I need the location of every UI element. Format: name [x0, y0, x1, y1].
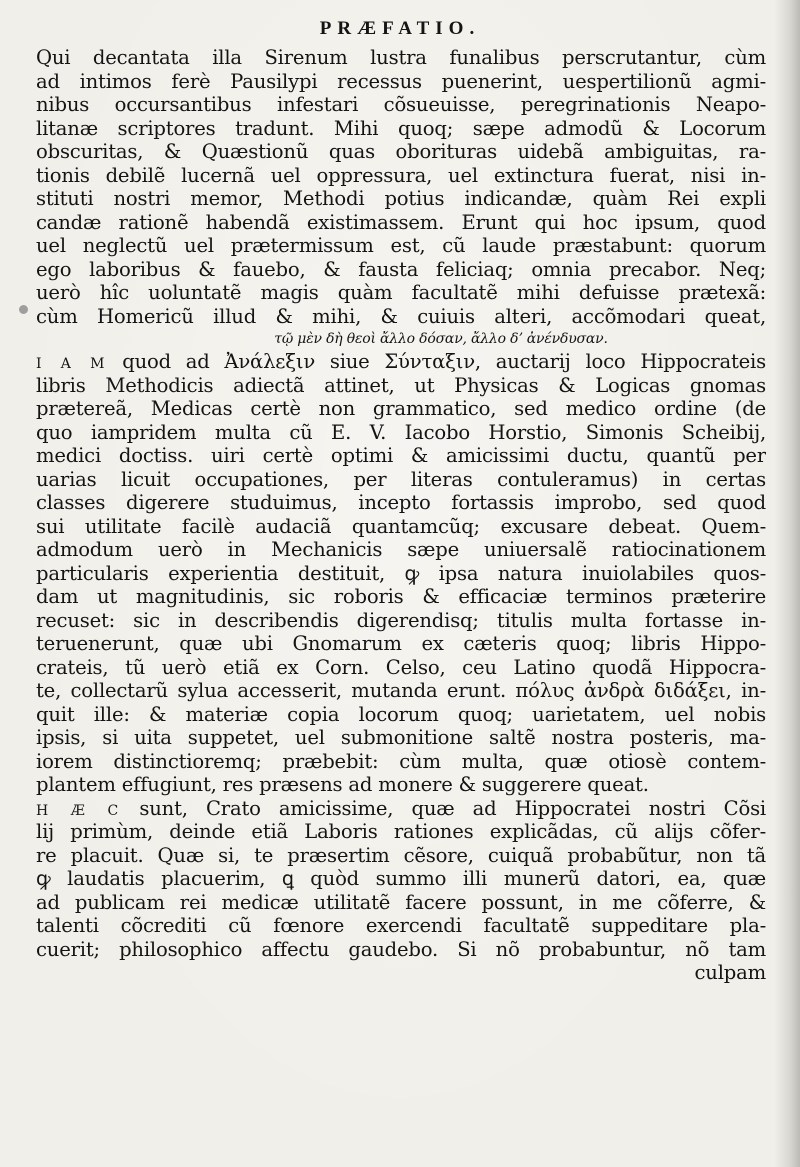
text-line: ad publicam rei medicæ utilitatẽ facere possunt, in me cõferre, & — [36, 890, 766, 914]
text-line: ipsis, si uita suppetet, uel submonitione saltẽ nostra posteris, ma- — [36, 726, 766, 749]
text-line: ad intimos ferè Pausilypi recessus puenerint, uespertilionũ agmi- — [36, 69, 766, 93]
text-line: nibus occursantibus infestari cõsueuisse, peregrinationis Neapo- — [36, 93, 766, 116]
text-line: te, collectarũ sylua accesserit, mutanda erunt. πόλυς ἀνδρὰ διδάξει, in- — [36, 679, 766, 702]
page-header: PRÆFATIO. — [319, 18, 481, 39]
text-line: tionis debilẽ lucernã uel oppressura, uel extinctura fuerat, nisi in- — [36, 163, 766, 187]
text-line: crateis, tũ uerò etiã ex Corn. Celso, ceu Latino quodã Hippocra- — [36, 655, 766, 679]
text-line: litanæ scriptores tradunt. Mihi quoq; sæpe admodũ & Locorum — [36, 116, 766, 140]
text-line: obscuritas, & Quæstionũ quas oborituras uidebã ambiguitas, ra- — [36, 140, 766, 163]
text-line: cuerit; philosophico affectu gaudebo. Si nõ probabuntur, nõ tam — [36, 937, 766, 961]
text-line: candæ rationẽ habendã existimassem. Erunt qui hoc ipsum, quod — [36, 210, 766, 234]
text-line: uerò hîc uoluntatẽ magis quàm facultatẽ mihi defuisse prætexã: — [36, 281, 766, 304]
body-text — [36, 46, 766, 985]
text-line: ꝙ laudatis placuerim, ꝗ quòd summo illi munerũ datori, ea, quæ — [36, 867, 766, 890]
text-line: ego laboribus & fauebo, & fausta feliciaq; omnia precabor. Neq; — [36, 257, 766, 281]
text-line: particularis experientia destituit, ꝙ ipsa natura inuiolabiles quos- — [36, 561, 766, 585]
text-line: plantem effugiunt, res præsens ad monere & suggerere queat. — [36, 773, 649, 796]
paragraph-lead: I A M — [36, 356, 108, 372]
text-line: libris Methodicis adiectã attinet, ut Physicas & Logicas gnomas — [36, 373, 766, 397]
greek-quotation: τῷ μὲν δὴ θεοὶ ἄλλο δόσαν, ἄλλο δʼ ἀνένδυσαν. — [274, 331, 608, 347]
text-line: iorem distinctioremq; præbebit: cùm multa, quæ otiosè contem- — [36, 749, 766, 773]
text-line: stituti nostri memor, Methodi potius indicandæ, quàm Rei expli — [36, 187, 766, 210]
text-line-first — [36, 797, 766, 821]
text-line: prætereã, Medicas certè non grammatico, sed medico ordine (de — [36, 397, 766, 420]
text-line: cùm Homericũ illud & mihi, & cuiuis alteri, accõmodari queat, — [36, 304, 766, 328]
text-line: classes digerere studuimus, incepto fortassis improbo, sed quod — [36, 491, 766, 514]
paragraph-lead: H Æ C — [36, 802, 122, 819]
text-line: sui utilitate facilè audaciã quantamcũq; excusare debeat. Quem- — [36, 514, 766, 538]
text-line: quit ille: & materiæ copia locorum quoq; uarietatem, uel nobis — [36, 702, 766, 726]
text-line: lij primùm, deinde etiã Laboris rationes explicãdas, cũ alijs cõfer- — [36, 820, 766, 843]
text-line: quo iampridem multa cũ E. V. Iacobo Horstio, Simonis Scheibij, — [36, 420, 766, 444]
text-line: recuset: sic in describendis digerendisq; titulis multa fortasse in- — [36, 608, 766, 632]
text-line: Qui decantata illa Sirenum lustra funalibus perscrutantur, cùm — [36, 46, 766, 69]
text-line: teruenerunt, quæ ubi Gnomarum ex cæteris quoq; libris Hippo- — [36, 632, 766, 655]
ink-blot — [19, 305, 28, 314]
text-line: talenti cõcrediti cũ fœnore exercendi facultatẽ suppeditare pla- — [36, 914, 766, 937]
text-line: re placuit. Quæ si, te præsertim cẽsore, cuiquã probabũtur, non tã — [36, 843, 766, 867]
text-line-rest: sunt, Crato amicissime, quæ ad Hippocratei nostri Cõsi — [121, 796, 766, 820]
text-line: dam ut magnitudinis, sic roboris & efficaciæ terminos præterire — [36, 585, 766, 608]
text-line-first — [36, 350, 766, 374]
catchword: culpam — [694, 961, 766, 984]
text-line: admodum uerò in Mechanicis sæpe uniuersalẽ ratiocinationem — [36, 538, 766, 561]
text-line: medici doctiss. uiri certè optimi & amicissimi ductu, quantũ per — [36, 444, 766, 467]
gutter-shadow — [774, 0, 800, 1167]
text-line-rest: quod ad Ἀνάλεξιν siue Σύνταξιν, auctarij loco Hippocrateis — [107, 350, 766, 373]
text-line: uarias licuit occupationes, per literas contuleramus) in certas — [36, 467, 766, 491]
text-line: uel neglectũ uel prætermissum est, cũ laude præstabunt: quorum — [36, 234, 766, 257]
